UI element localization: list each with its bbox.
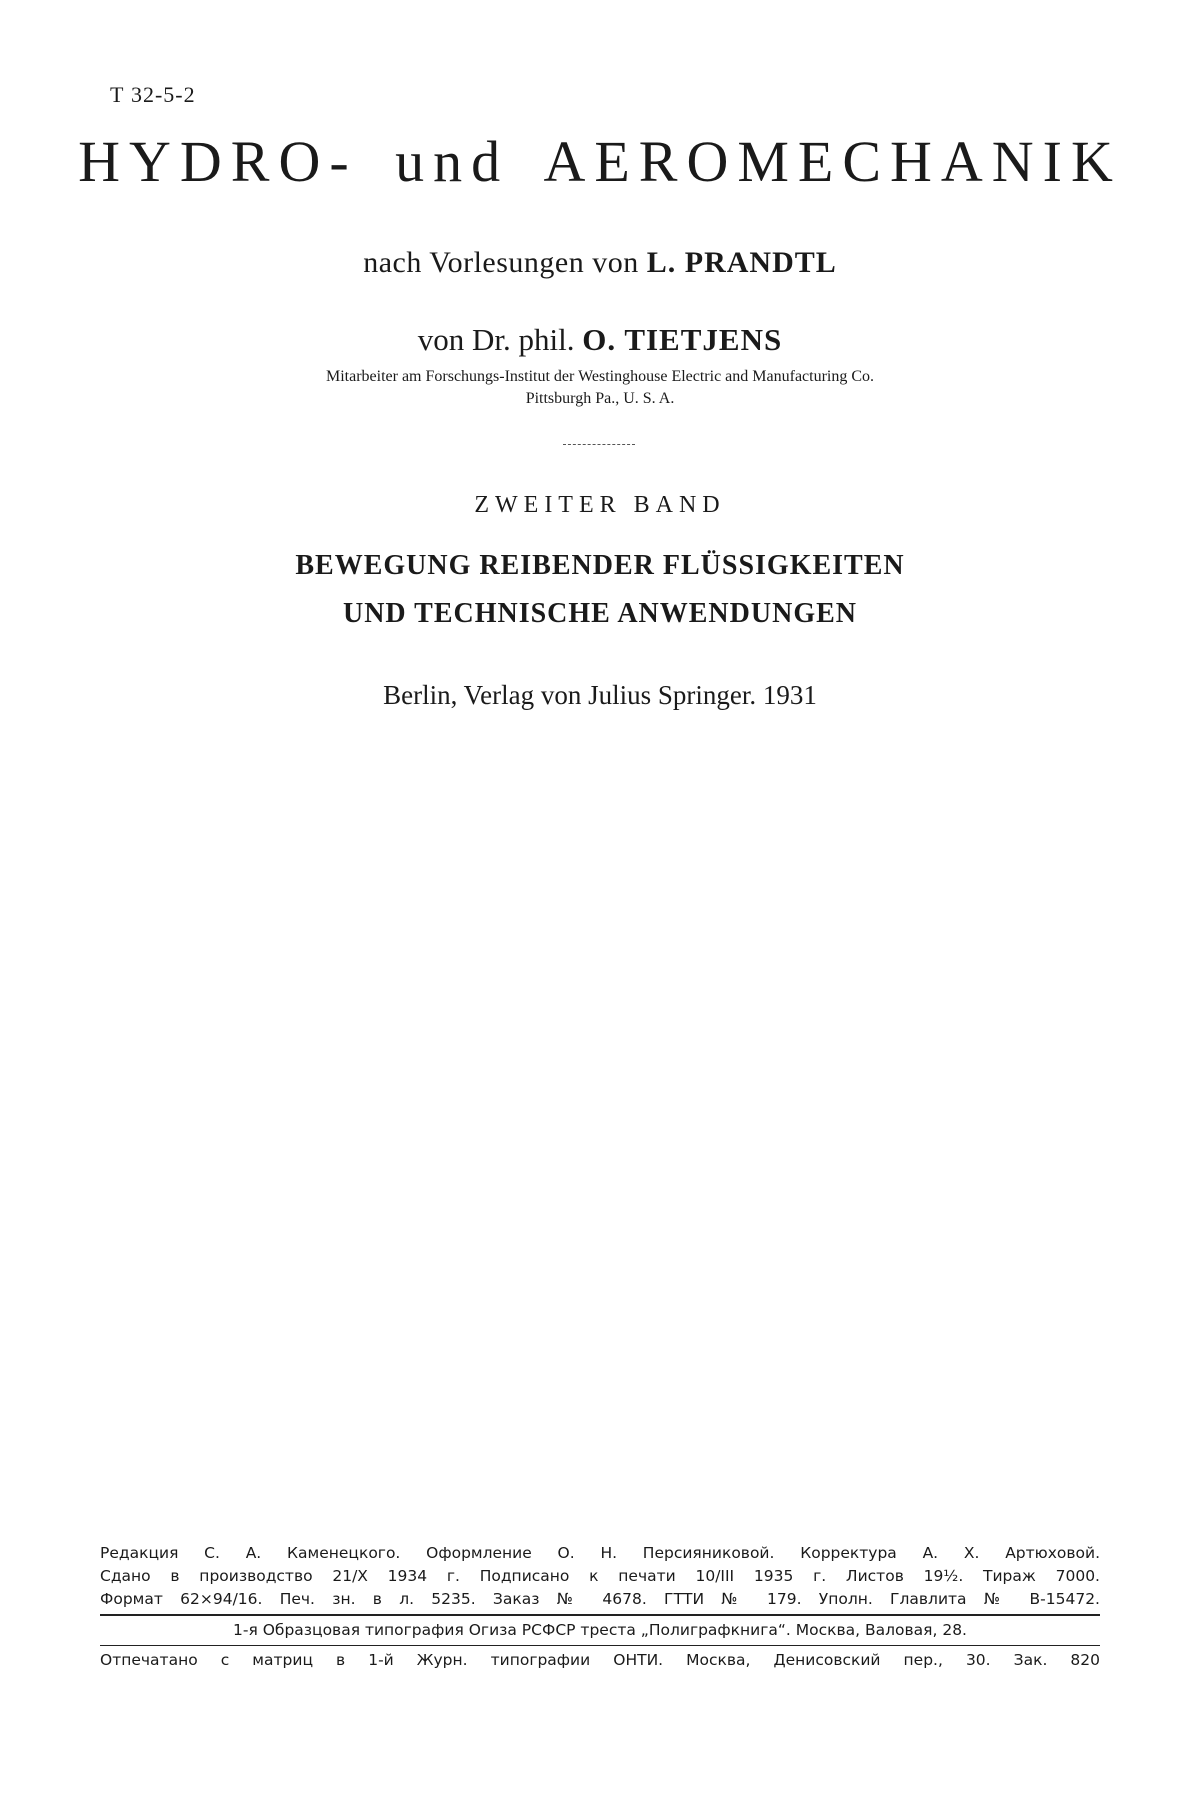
volume-title (0, 542, 1200, 638)
author-prefix: von Dr. phil. (417, 322, 575, 357)
separator-dash (563, 444, 635, 445)
reprint-line: Отпечатано с матриц в 1-й Журн. типографии ОНТИ. Москва, Денисовский пер., 30. Зак. 820 (100, 1651, 1100, 1669)
printer-rule (100, 1645, 1100, 1646)
catalog-code: Т 32-5-2 (110, 82, 196, 107)
volume-label: ZWEITER BAND (474, 492, 726, 518)
author-name: O. TIETJENS (582, 322, 783, 357)
publisher-line: Berlin, Verlag von Julius Springer. 1931 (383, 680, 817, 710)
colophon-line-2: Сдано в производство 21/X 1934 г. Подписано к печати 10/III 1935 г. Листов 19½. Тираж 7000. (100, 1567, 1100, 1585)
lecturer-name: L. PRANDTL (646, 246, 837, 279)
subtitle (0, 246, 1200, 280)
colophon-line-1: Редакция С. А. Каменецкого. Оформление О. Н. Персияниковой. Корректура А. Х. Артюховой. (100, 1544, 1100, 1562)
volume-title-line-2: UND TECHNISCHE ANWENDUNGEN (342, 598, 857, 629)
volume-title-line-1: BEWEGUNG REIBENDER FLÜSSIGKEITEN (295, 550, 905, 581)
affiliation (0, 366, 1200, 410)
colophon-line-3: Формат 62×94/16. Печ. зн. в л. 5235. Заказ № 4678. ГТТИ № 179. Уполн. Главлита № В-15472. (100, 1590, 1100, 1608)
affiliation-line-1: Mitarbeiter am Forschungs-Institut der Westinghouse Electric and Manufacturing Co. (325, 368, 875, 385)
colophon-rule (100, 1614, 1100, 1616)
book-title: HYDRO- und AEROMECHANIK (78, 129, 1122, 194)
colophon (100, 1542, 1100, 1672)
subtitle-prefix: nach Vorlesungen von (363, 246, 639, 279)
printer-line: 1-я Образцовая типография Огиза РСФСР треста „Полиграфкнига“. Москва, Валовая, 28. (232, 1621, 967, 1639)
author-line (0, 322, 1200, 358)
affiliation-line-2: Pittsburgh Pa., U. S. A. (525, 390, 675, 407)
